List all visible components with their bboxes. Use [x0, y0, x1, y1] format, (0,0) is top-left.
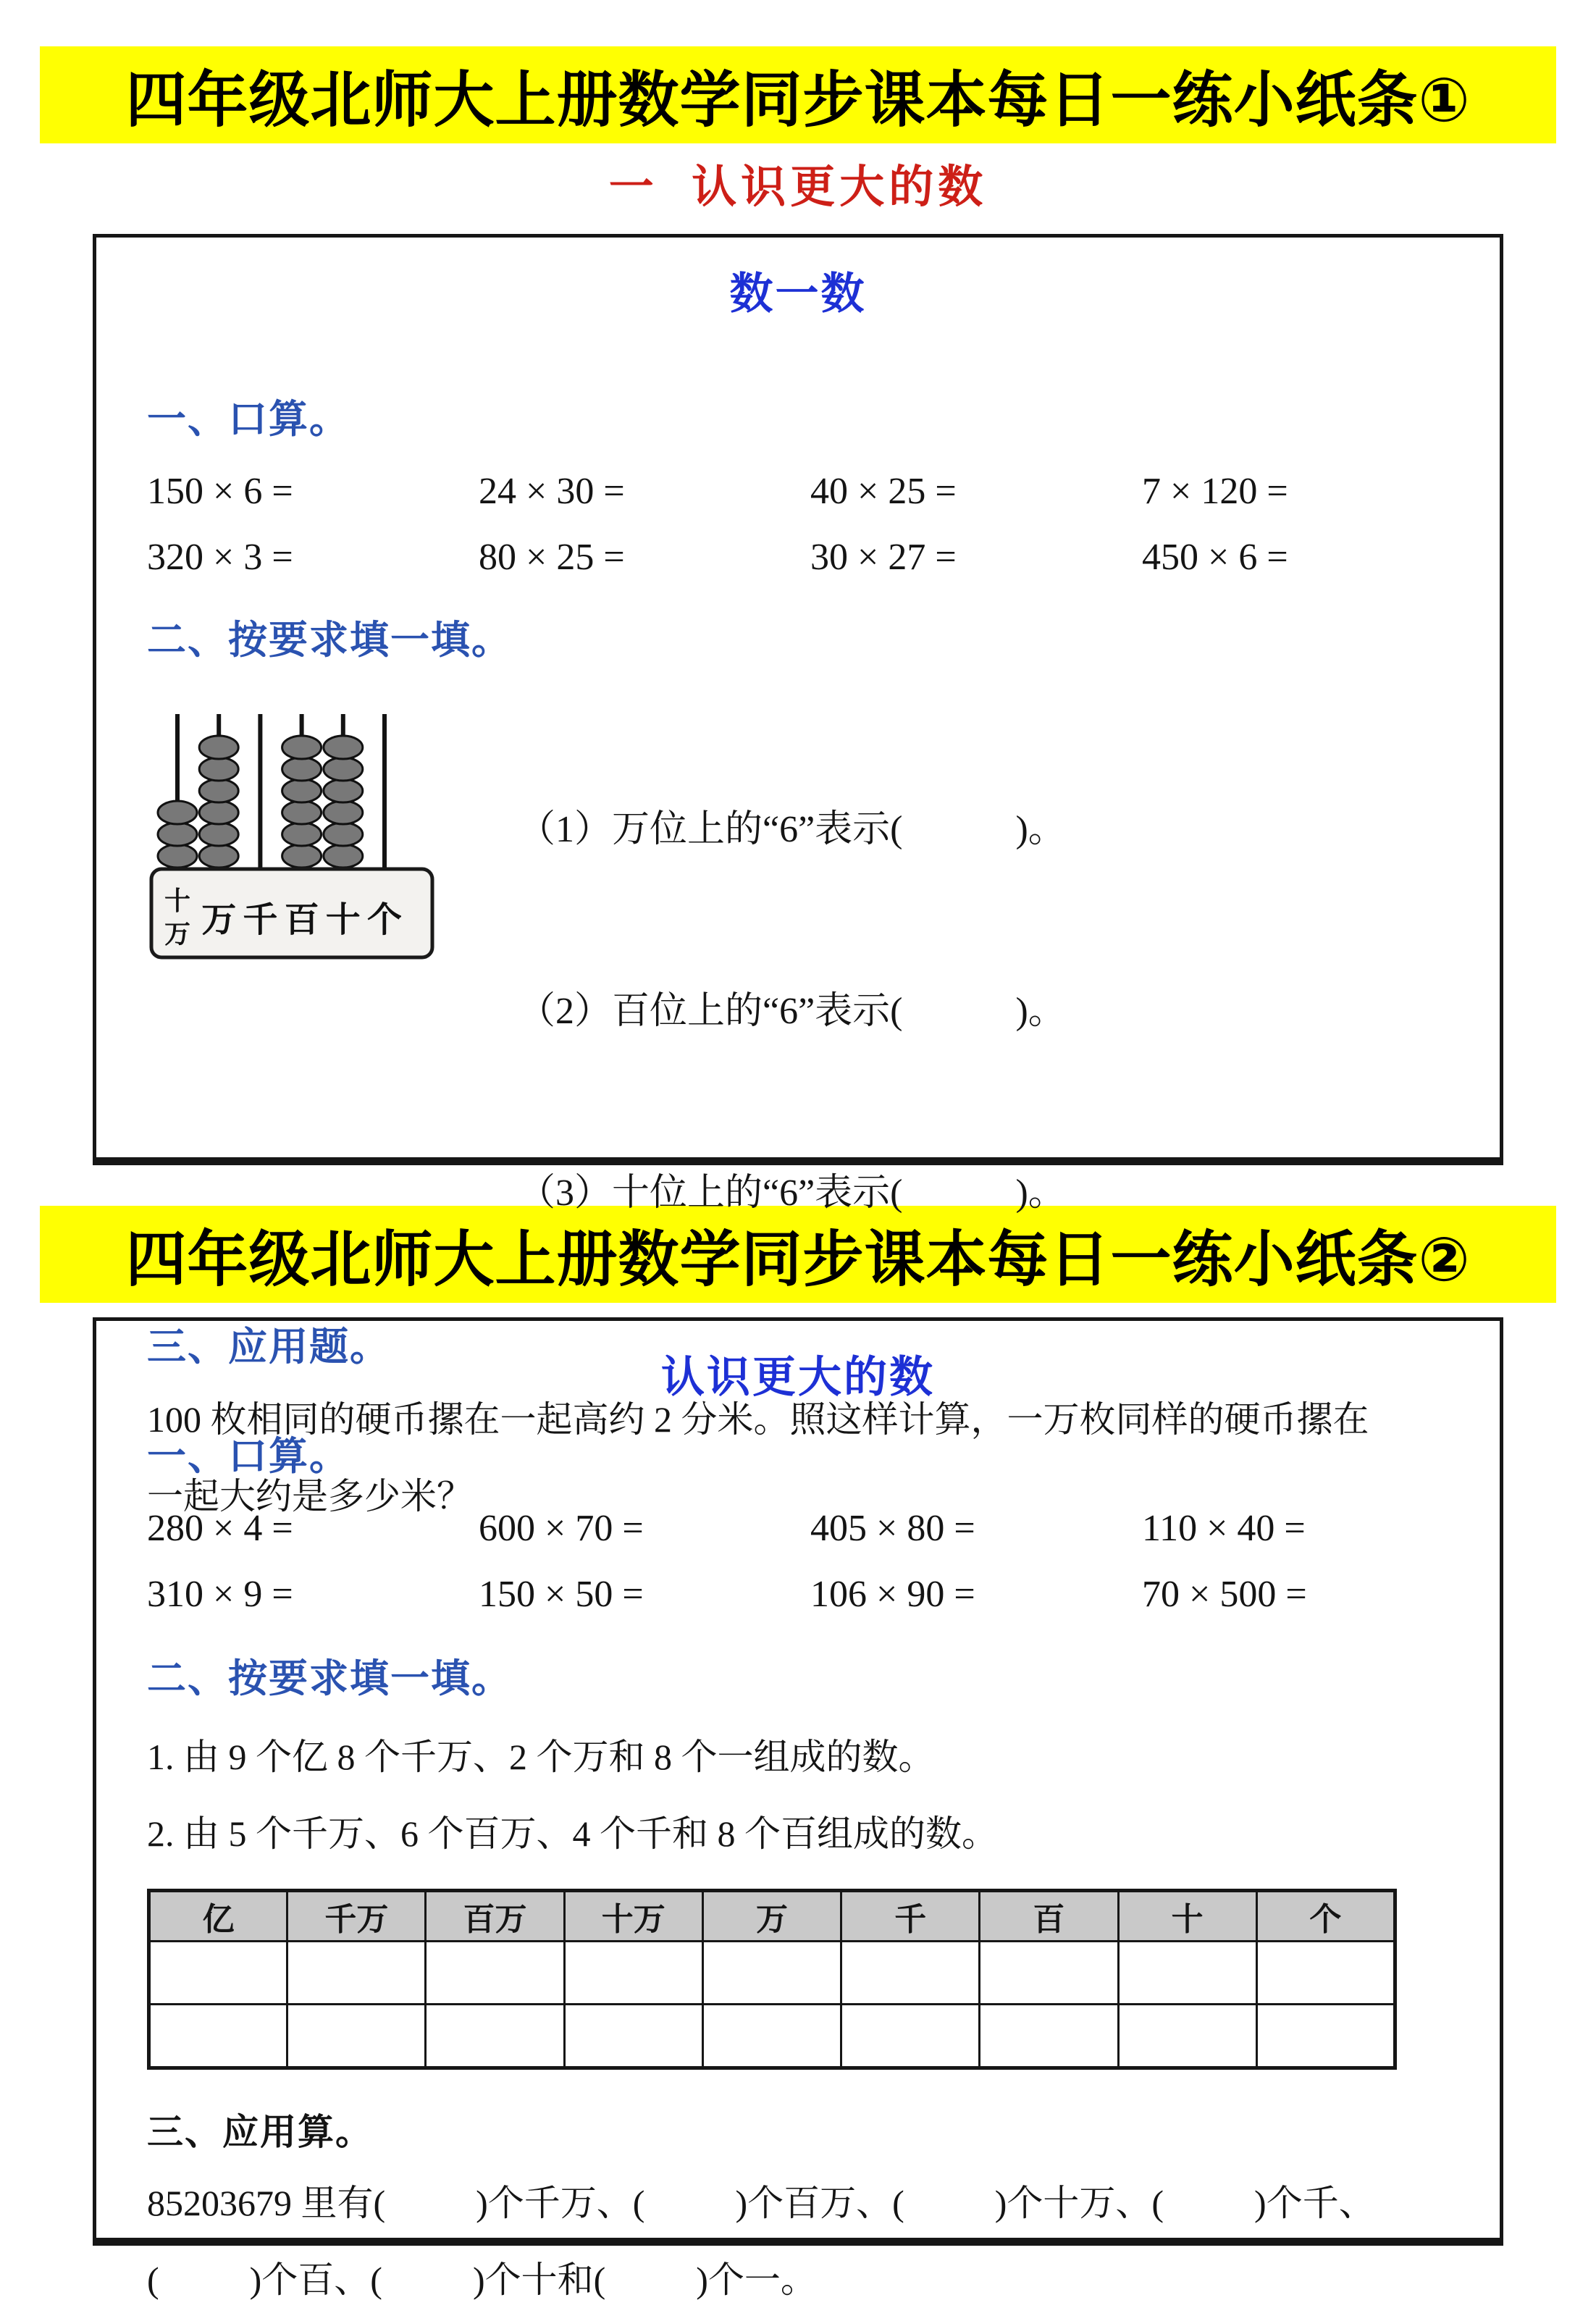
answer-cell — [287, 1942, 426, 2005]
place-header-cell: 千万 — [287, 1891, 426, 1942]
place-header-cell: 亿 — [149, 1891, 287, 1942]
sheet2-banner-title: 四年级北师大上册数学同步课本每日一练小纸条② — [125, 1211, 1470, 1298]
place-header-cell: 万 — [702, 1891, 841, 1942]
sheet2-section3-heading: 三、应用算。 — [147, 2103, 1449, 2155]
svg-text:个: 个 — [367, 901, 402, 939]
sheet2-section1-heading: 一、口算。 — [147, 1425, 1449, 1481]
fill-blank-item: （3）十位上的“6”表示( )。 — [518, 1162, 1066, 1216]
answer-cell — [1118, 2005, 1256, 2068]
sheet1-chapter-subtitle: 一 认识更大的数 — [0, 151, 1596, 215]
answer-cell — [1256, 2005, 1395, 2068]
math-problem: 150 × 50 = — [479, 1573, 810, 1616]
answer-cell — [702, 1942, 841, 2005]
answer-cell — [702, 2005, 841, 2068]
answer-cell — [980, 1942, 1118, 2005]
sheet2-box-title: 认识更大的数 — [147, 1343, 1449, 1405]
answer-row — [149, 1942, 1395, 2005]
svg-text:十: 十 — [326, 901, 361, 939]
answer-cell — [149, 1942, 287, 2005]
place-value-table — [147, 1889, 1397, 2070]
answer-cell — [1256, 1942, 1395, 2005]
svg-text:十: 十 — [164, 886, 190, 915]
place-header-cell: 千 — [841, 1891, 980, 1942]
math-problem: 110 × 40 = — [1142, 1507, 1449, 1550]
math-problem: 30 × 27 = — [810, 536, 1142, 579]
math-problem: 405 × 80 = — [810, 1507, 1142, 1550]
answer-row — [149, 2005, 1395, 2068]
math-problem: 450 × 6 = — [1142, 536, 1449, 579]
sheet2-box — [93, 1317, 1503, 2246]
sheet1-box — [93, 234, 1503, 1165]
answer-cell — [149, 2005, 287, 2068]
word-problem-line: 100 枚相同的硬币摞在一起高约 2 分米。照这样计算，一万枚同样的硬币摞在 — [147, 1392, 1449, 1448]
sheet1-section2-heading: 二、按要求填一填。 — [147, 609, 1449, 665]
sheet1-box-title: 数一数 — [147, 259, 1449, 322]
answer-cell — [426, 1942, 564, 2005]
math-problem: 80 × 25 = — [479, 536, 810, 579]
word-problem-line: 85203679 里有( )个千万、( )个百万、( )个十万、( )个千、 — [147, 2175, 1449, 2232]
sheet1-section1-heading: 一、口算。 — [147, 388, 1449, 444]
math-problem: 600 × 70 = — [479, 1507, 810, 1550]
worksheet-page — [0, 46, 1596, 2301]
sheet1-banner-title: 四年级北师大上册数学同步课本每日一练小纸条① — [125, 51, 1470, 139]
place-value-header-row — [149, 1891, 1395, 1942]
answer-cell — [564, 1942, 702, 2005]
place-header-cell: 百 — [980, 1891, 1118, 1942]
compose-number-item: 2. 由 5 个千万、6 个百万、4 个千和 8 个百组成的数。 — [147, 1805, 1449, 1857]
sheet2-section2-heading: 二、按要求填一填。 — [147, 1648, 1449, 1703]
sheet1-oral-problems — [147, 470, 1449, 579]
math-problem: 40 × 25 = — [810, 470, 1142, 513]
place-header-cell: 十 — [1118, 1891, 1256, 1942]
abacus-illustration — [147, 694, 437, 963]
math-problem: 320 × 3 = — [147, 536, 479, 579]
answer-cell — [564, 2005, 702, 2068]
math-problem: 7 × 120 = — [1142, 470, 1449, 513]
sheet1-section3-heading: 三、应用题。 — [147, 1316, 1449, 1372]
math-problem: 150 × 6 = — [147, 470, 479, 513]
math-problem: 106 × 90 = — [810, 1573, 1142, 1616]
math-problem: 310 × 9 = — [147, 1573, 479, 1616]
word-problem-line: 一起大约是多少米？ — [147, 1469, 1449, 1525]
svg-text:万: 万 — [164, 920, 190, 949]
svg-text:百: 百 — [285, 901, 319, 939]
math-problem: 280 × 4 = — [147, 1507, 479, 1550]
place-header-cell: 个 — [1256, 1891, 1395, 1942]
svg-text:万: 万 — [201, 901, 236, 939]
answer-cell — [287, 2005, 426, 2068]
answer-cell — [1118, 1942, 1256, 2005]
sheet2-oral-problems — [147, 1507, 1449, 1616]
math-problem: 24 × 30 = — [479, 470, 810, 513]
compose-number-item: 1. 由 9 个亿 8 个千万、2 个万和 8 个一组成的数。 — [147, 1728, 1449, 1780]
fill-blank-item: （1）万位上的“6”表示( )。 — [518, 798, 1066, 852]
answer-cell — [841, 2005, 980, 2068]
word-problem-line: ( )个百、( )个十和( )个一。 — [147, 2252, 1449, 2308]
math-problem: 70 × 500 = — [1142, 1573, 1449, 1616]
sheet1-banner — [40, 46, 1556, 143]
place-header-cell: 百万 — [426, 1891, 564, 1942]
svg-text:千: 千 — [243, 901, 277, 939]
place-header-cell: 十万 — [564, 1891, 702, 1942]
answer-cell — [980, 2005, 1118, 2068]
answer-cell — [841, 1942, 980, 2005]
answer-cell — [426, 2005, 564, 2068]
fill-blank-item: （2）百位上的“6”表示( )。 — [518, 980, 1066, 1034]
sheet2-banner — [40, 1206, 1556, 1303]
